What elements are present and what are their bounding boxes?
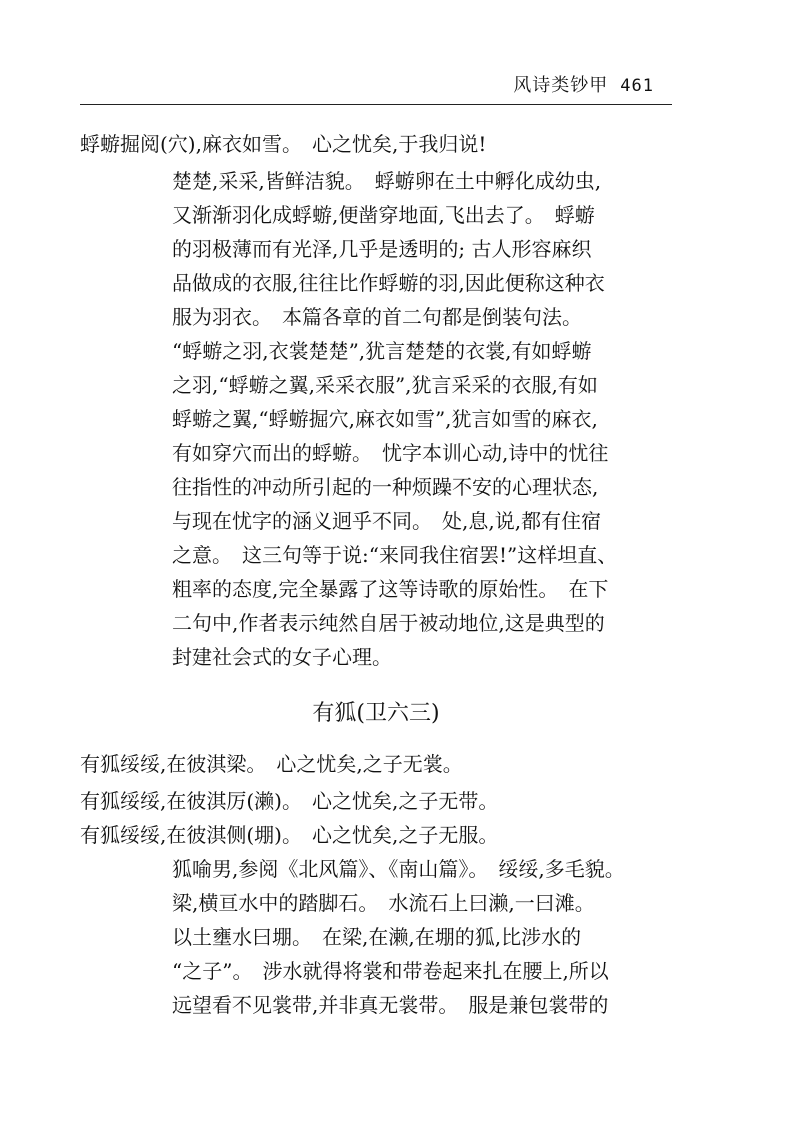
note-line: 梁,横亘水中的踏脚石。 水流石上曰濑,一曰滩。 bbox=[172, 891, 595, 915]
header-rule bbox=[80, 104, 672, 105]
note-line: 封建社会式的女子心理。 bbox=[172, 645, 392, 669]
note-line: “蜉蝣之羽,衣裳楚楚”,犹言楚楚的衣裳,有如蜉蝣 bbox=[172, 339, 592, 363]
section-title: 有狐(卫六三) bbox=[312, 701, 440, 726]
verse-line: 有狐绥绥,在彼淇厉(濑)。 心之忧矣,之子无带。 bbox=[80, 789, 499, 813]
note-line: “之子”。 涉水就得将裳和带卷起来扎在腰上,所以 bbox=[172, 959, 609, 983]
note-line: 服为羽衣。 本篇各章的首二句都是倒装句法。 bbox=[172, 305, 582, 329]
note-line: 蜉蝣之翼,“蜉蝣掘穴,麻衣如雪”,犹言如雪的麻衣, bbox=[172, 407, 598, 431]
note-line: 粗率的态度,完全暴露了这等诗歌的原始性。 在下 bbox=[172, 577, 609, 601]
note-line: 与现在忧字的涵义迥乎不同。 处,息,说,都有住宿 bbox=[172, 509, 602, 533]
note-line: 二句中,作者表示纯然自居于被动地位,这是典型的 bbox=[172, 611, 605, 635]
note-line: 狐喻男,参阅《北风篇》、《南山篇》。 绥绥,多毛貌。 bbox=[172, 857, 625, 881]
note-line: 远望看不见裳带,并非真无裳带。 服是兼包裳带的 bbox=[172, 993, 609, 1017]
note-line: 以土壅水曰堋。 在梁,在濑,在堋的狐,比涉水的 bbox=[172, 925, 582, 949]
page-number: 461 bbox=[620, 76, 654, 96]
verse-line: 蜉蝣掘阅(穴),麻衣如雪。 心之忧矣,于我归说! bbox=[80, 132, 487, 156]
note-line: 往指性的冲动所引起的一种烦躁不安的心理状态, bbox=[172, 475, 599, 499]
note-line: 品做成的衣服,往往比作蜉蝣的羽,因此便称这种衣 bbox=[172, 271, 605, 295]
running-head-title: 风诗类钞甲 bbox=[513, 75, 609, 96]
note-line: 之意。 这三句等于说:“来同我住宿罢!”这样坦直、 bbox=[172, 543, 618, 567]
note-line: 的羽极薄而有光泽,几乎是透明的; 古人形容麻织 bbox=[172, 237, 592, 261]
running-head bbox=[513, 74, 654, 98]
page-header bbox=[80, 74, 672, 106]
verse-line: 有狐绥绥,在彼淇梁。 心之忧矣,之子无裳。 bbox=[80, 752, 463, 776]
note-line: 楚楚,采采,皆鲜洁貌。 蜉蝣卵在土中孵化成幼虫, bbox=[172, 169, 602, 193]
verse-line: 有狐绥绥,在彼淇侧(堋)。 心之忧矣,之子无服。 bbox=[80, 823, 499, 847]
note-line: 之羽,“蜉蝣之翼,采采衣服”,犹言采采的衣服,有如 bbox=[172, 373, 598, 397]
note-line: 有如穿穴而出的蜉蝣。 忧字本训心动,诗中的忧往 bbox=[172, 441, 609, 465]
note-line: 又渐渐羽化成蜉蝣,便凿穿地面,飞出去了。 蜉蝣 bbox=[172, 203, 595, 227]
